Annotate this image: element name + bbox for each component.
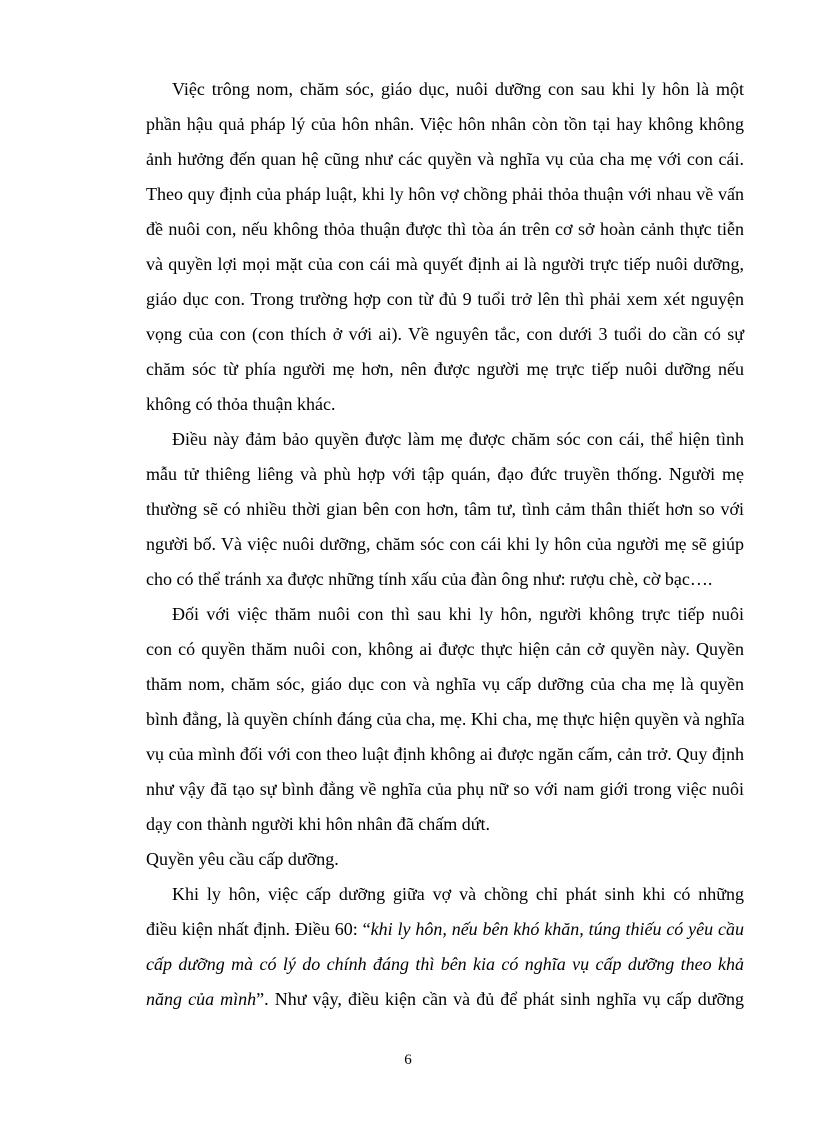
quoted-article-text: năng của mình (146, 989, 257, 1009)
text-line: cho có thể tránh xa được những tính xấu của đàn ông như: rượu chè, cờ bạc…. (146, 569, 713, 589)
paragraph-alimony (146, 877, 744, 1017)
text-line: bình đẳng, là quyền chính đáng của cha, mẹ. Khi cha, mẹ thực hiện quyền và nghĩa (146, 709, 745, 729)
paragraph-child-custody (146, 72, 744, 422)
text-line: như vậy đã tạo sự bình đẳng về nghĩa của phụ nữ so với nam giới trong việc nuôi (146, 779, 744, 799)
text-line: ảnh hưởng đến quan hệ cũng như các quyền và nghĩa vụ của cha mẹ với con cái. (146, 149, 744, 169)
text-line: người bố. Và việc nuôi dưỡng, chăm sóc con cái khi ly hôn của người mẹ sẽ giúp (146, 534, 744, 554)
paragraph-mother-rights (146, 422, 744, 597)
text-line: dạy con thành người khi hôn nhân đã chấm dứt. (146, 814, 490, 834)
text-line: vọng của con (con thích ở với ai). Về nguyên tắc, con dưới 3 tuổi do cần có sự (146, 324, 744, 344)
text-run: điều kiện nhất định. Điều 60: “ (146, 919, 371, 939)
body-text (146, 72, 744, 1017)
text-line: con có quyền thăm nuôi con, không ai được thực hiện cản cở quyền này. Quyền (146, 639, 744, 659)
text-line: chăm sóc từ phía người mẹ hơn, nên được người mẹ trực tiếp nuôi dưỡng nếu (146, 359, 744, 379)
text-line: Theo quy định của pháp luật, khi ly hôn vợ chồng phải thỏa thuận với nhau về vấn (146, 184, 744, 204)
text-line: thăm nom, chăm sóc, giáo dục con và nghĩa vụ cấp dưỡng của cha mẹ là quyền (146, 674, 744, 694)
quoted-article-text: cấp dưỡng mà có lý do chính đáng thì bên kia có nghĩa vụ cấp dưỡng theo khả (146, 954, 744, 974)
text-line (146, 912, 744, 947)
text-line: Việc trông nom, chăm sóc, giáo dục, nuôi dưỡng con sau khi ly hôn là một (172, 79, 744, 99)
text-line: đề nuôi con, nếu không thỏa thuận được thì tòa án trên cơ sở hoàn cảnh thực tiễn (146, 219, 744, 239)
page-number: 6 (404, 1052, 412, 1068)
text-line (146, 982, 744, 1017)
text-line: và quyền lợi mọi mặt của con cái mà quyết định ai là người trực tiếp nuôi dưỡng, (146, 254, 744, 274)
text-line: phần hậu quả pháp lý của hôn nhân. Việc hôn nhân còn tồn tại hay không không (146, 114, 744, 134)
text-line: vụ của mình đối với con theo luật định không ai được ngăn cấm, cản trở. Quy định (146, 744, 744, 764)
paragraph-visitation (146, 597, 744, 842)
text-line: mẫu tử thiêng liêng và phù hợp với tập quán, đạo đức truyền thống. Người mẹ (146, 464, 744, 484)
text-line: Điều này đảm bảo quyền được làm mẹ được chăm sóc con cái, thể hiện tình (172, 429, 744, 449)
section-heading: Quyền yêu cầu cấp dưỡng. (146, 849, 339, 869)
text-line: Đối với việc thăm nuôi con thì sau khi ly hôn, người không trực tiếp nuôi (172, 604, 744, 624)
text-line: thường sẽ có nhiều thời gian bên con hơn, tâm tư, tình cảm thân thiết hơn so với (146, 499, 744, 519)
quoted-article-text: khi ly hôn, nếu bên khó khăn, túng thiếu có yêu cầu (370, 919, 744, 939)
text-line: không có thỏa thuận khác. (146, 394, 336, 414)
text-line: giáo dục con. Trong trường hợp con từ đủ 9 tuổi trở lên thì phải xem xét nguyện (146, 289, 744, 309)
text-run: ”. Như vậy, điều kiện cần và đủ để phát sinh nghĩa vụ cấp dưỡng (256, 989, 744, 1009)
text-line: Khi ly hôn, việc cấp dưỡng giữa vợ và chồng chỉ phát sinh khi có những (172, 884, 744, 904)
